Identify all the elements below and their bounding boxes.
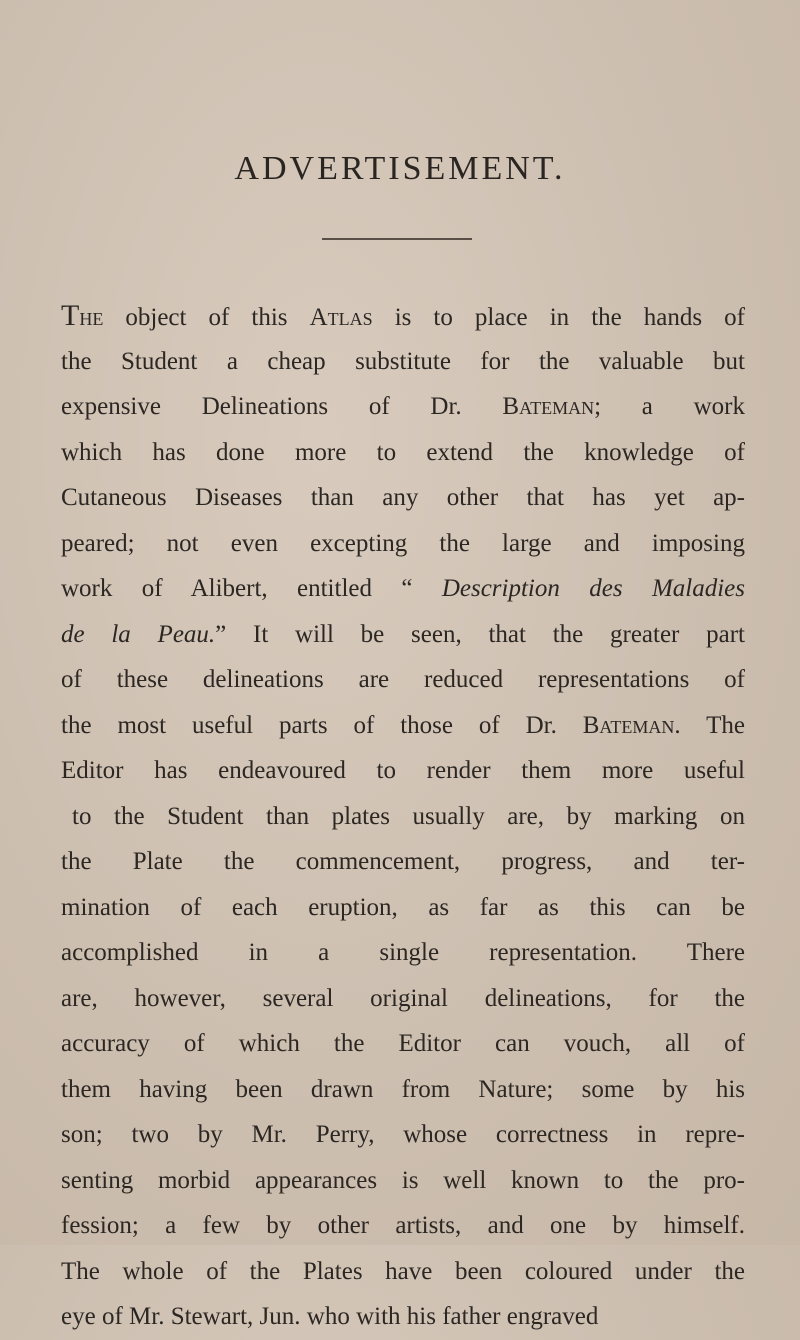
- text-segment: Cutaneous Diseases than any other that has yet ap-: [61, 484, 745, 511]
- text-segment: mination of each eruption, as far as this can be: [61, 893, 745, 921]
- text-segment: of these delineations are reduced representations of: [61, 666, 745, 693]
- text-line: [61, 930, 745, 976]
- text-line: [61, 430, 745, 476]
- text-segment: The whole of the Plates have been coloured under the: [61, 1257, 745, 1285]
- text-line: [61, 293, 745, 339]
- text-line: [61, 1249, 745, 1295]
- text-line: [61, 566, 745, 612]
- text-line: [61, 1112, 745, 1158]
- text-line: [61, 339, 745, 385]
- text-segment: to the Student than plates usually are, by marking on: [72, 802, 745, 830]
- text-segment: senting morbid appearances is well known to the pro-: [61, 1166, 745, 1194]
- text-line: [61, 839, 745, 885]
- text-segment: is to place in the hands of: [372, 304, 746, 331]
- text-line: [61, 976, 745, 1022]
- text-segment: accuracy of which the Editor can vouch, all of: [61, 1030, 745, 1057]
- text-segment: Editor has endeavoured to render them more useful: [61, 757, 745, 784]
- text-segment: Description des Maladies: [441, 575, 745, 602]
- text-segment: peared; not even excepting the large and imposing: [61, 529, 745, 557]
- text-segment: de la Peau.: [61, 620, 216, 648]
- text-segment: object of this: [103, 304, 310, 331]
- text-segment: work of Alibert, entitled “: [61, 575, 442, 602]
- text-line: [61, 1294, 745, 1340]
- text-segment: ; a work: [594, 393, 745, 420]
- page-heading: ADVERTISEMENT.: [234, 150, 566, 187]
- text-line: [61, 748, 745, 794]
- text-segment: the Plate the commencement, progress, and ter-: [61, 848, 745, 875]
- text-segment: Bateman: [582, 711, 675, 739]
- text-segment: expensive Delineations of Dr.: [61, 393, 503, 420]
- text-line: [61, 885, 745, 931]
- text-segment: . The: [674, 711, 745, 739]
- text-line: [61, 657, 745, 703]
- text-line: [61, 475, 745, 521]
- text-line: [61, 1158, 745, 1204]
- heading-rule: [322, 238, 472, 240]
- text-line: [61, 1021, 745, 1067]
- text-segment: accomplished in a single representation. There: [61, 939, 745, 966]
- text-line: [61, 1067, 745, 1113]
- text-line: [61, 1203, 745, 1249]
- text-segment: them having been drawn from Nature; some by his: [61, 1075, 745, 1103]
- text-segment: Atlas: [309, 304, 373, 331]
- text-segment: the most useful parts of those of Dr.: [61, 711, 583, 739]
- text-segment: T: [61, 299, 80, 332]
- text-segment: he: [79, 304, 104, 331]
- text-segment: the Student a cheap substitute for the valuable but: [61, 347, 745, 375]
- text-segment: eye of Mr. Stewart, Jun. who with his father engraved: [61, 1303, 599, 1330]
- text-segment: fession; a few by other artists, and one by himself.: [61, 1212, 745, 1239]
- text-line: [61, 794, 745, 840]
- text-segment: are, however, several original delineations, for the: [61, 984, 745, 1012]
- body-paragraph: [61, 293, 745, 1340]
- text-segment: son; two by Mr. Perry, whose correctness in repre-: [61, 1121, 745, 1148]
- text-segment: ” It will be seen, that the greater part: [215, 620, 745, 648]
- text-line: [61, 384, 745, 430]
- text-line: [61, 703, 745, 749]
- text-line: [61, 521, 745, 567]
- text-line: [61, 612, 745, 658]
- text-segment: Bateman: [502, 393, 595, 420]
- text-segment: which has done more to extend the knowledge of: [61, 438, 745, 466]
